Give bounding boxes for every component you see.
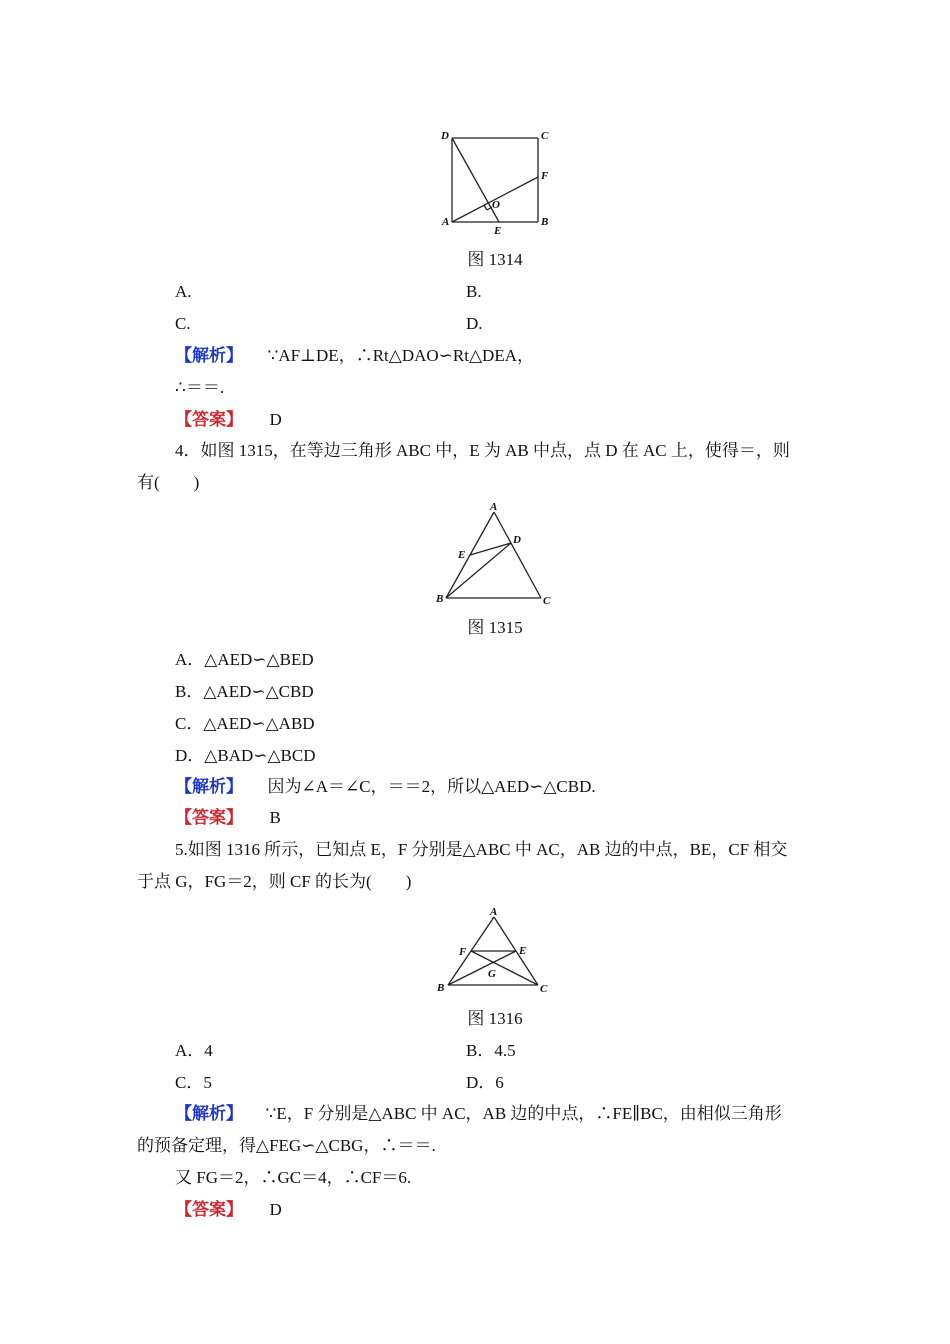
q5-analysis-line3: 又 FG＝2，∴GC＝4，∴CF＝6. bbox=[175, 1168, 412, 1187]
caption-1316: 图 1316 bbox=[467, 1009, 523, 1028]
answer-label: 【答案】 bbox=[175, 808, 243, 827]
q5-analysis-line2: 的预备定理，得△FEG∽△CBG，∴＝＝. bbox=[137, 1136, 436, 1155]
analysis-label: 【解析】 bbox=[175, 346, 243, 365]
q5-analysis bbox=[175, 1104, 782, 1124]
q3-option-a: A. bbox=[175, 282, 192, 301]
q5-option-a: A．4 bbox=[175, 1041, 213, 1060]
q4-option-c: C．△AED∽△ABD bbox=[175, 714, 315, 733]
q5-stem-line2: 于点 G，FG＝2，则 CF 的长为( ) bbox=[137, 872, 412, 891]
caption-1315: 图 1315 bbox=[467, 618, 523, 637]
q4-analysis-text: 因为∠A＝∠C，＝＝2，所以△AED∽△CBD. bbox=[267, 777, 596, 796]
label-a: A bbox=[490, 906, 498, 918]
label-f: F bbox=[459, 946, 467, 958]
q3-analysis bbox=[175, 346, 534, 366]
label-e: E bbox=[494, 225, 502, 237]
q3-answer bbox=[175, 410, 282, 430]
label-c: C bbox=[543, 595, 551, 607]
right-angle-mark-1 bbox=[484, 205, 487, 210]
figure-1316 bbox=[430, 903, 560, 998]
figure-1315 bbox=[430, 500, 560, 610]
q4-answer bbox=[175, 808, 281, 828]
q5-option-b: B．4.5 bbox=[466, 1041, 516, 1060]
q5-option-d: D．6 bbox=[466, 1073, 504, 1092]
label-c: C bbox=[540, 983, 548, 995]
analysis-label: 【解析】 bbox=[175, 777, 243, 796]
label-b: B bbox=[436, 593, 444, 605]
label-f: F bbox=[541, 170, 549, 182]
q3-answer-value: D bbox=[269, 410, 282, 429]
label-b: B bbox=[541, 216, 549, 228]
q3-option-d: D. bbox=[466, 314, 483, 333]
q3-option-c: C. bbox=[175, 314, 191, 333]
q3-analysis-text: ∵AF⊥DE，∴Rt△DAO∽Rt△DEA， bbox=[267, 346, 534, 365]
segment-bd bbox=[446, 543, 511, 598]
answer-label: 【答案】 bbox=[175, 1200, 243, 1219]
q5-analysis-text: ∵E，F 分别是△ABC 中 AC，AB 边的中点，∴FE∥BC，由相似三角形 bbox=[265, 1104, 782, 1123]
q3-analysis-line2: ∴＝＝. bbox=[175, 378, 225, 397]
q3-option-b: B. bbox=[466, 282, 482, 301]
q5-option-c: C．5 bbox=[175, 1073, 212, 1092]
q4-stem-line2: 有( ) bbox=[137, 473, 200, 492]
label-d: D bbox=[441, 130, 449, 142]
q4-option-b: B．△AED∽△CBD bbox=[175, 682, 314, 701]
side-ac bbox=[494, 512, 541, 598]
q4-analysis bbox=[175, 777, 596, 797]
label-g: G bbox=[488, 968, 496, 980]
q4-option-d: D．△BAD∽△BCD bbox=[175, 746, 316, 765]
q4-answer-value: B bbox=[269, 808, 281, 827]
label-a: A bbox=[442, 216, 450, 228]
label-e: E bbox=[458, 549, 466, 561]
label-c: C bbox=[541, 130, 549, 142]
analysis-label: 【解析】 bbox=[175, 1104, 243, 1123]
q5-answer-value: D bbox=[269, 1200, 282, 1219]
label-b: B bbox=[437, 982, 445, 994]
label-o: O bbox=[492, 199, 500, 211]
q4-stem-line1: 4．如图 1315，在等边三角形 ABC 中，E 为 AB 中点，点 D 在 AC 上，使得＝，则 bbox=[175, 441, 790, 460]
figure-1314 bbox=[436, 126, 556, 236]
q5-answer bbox=[175, 1200, 282, 1220]
label-d: D bbox=[513, 534, 521, 546]
q5-stem-line1: 5.如图 1316 所示，已知点 E，F 分别是△ABC 中 AC，AB 边的中点，BE，CF 相交 bbox=[175, 840, 788, 859]
q4-option-a: A．△AED∽△BED bbox=[175, 650, 314, 669]
caption-1314: 图 1314 bbox=[467, 250, 523, 269]
answer-label: 【答案】 bbox=[175, 410, 243, 429]
label-e: E bbox=[519, 945, 527, 957]
label-a: A bbox=[490, 501, 498, 513]
